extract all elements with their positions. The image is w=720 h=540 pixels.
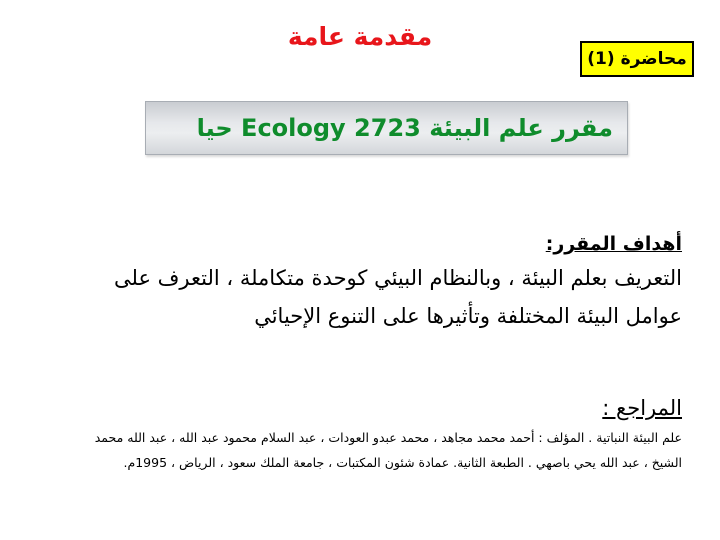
slide-title: مقدمة عامة (287, 22, 433, 51)
references-section (62, 393, 682, 475)
course-banner-text: مقرر علم البيئة Ecology 2723 حيا (196, 114, 613, 142)
lecture-badge: محاضرة (1) (580, 41, 694, 77)
objectives-heading: أهداف المقرر: (545, 233, 682, 255)
references-heading: المراجع : (602, 396, 682, 420)
references-body: علم البيئة النباتية . المؤلف : أحمد محمد مجاهد ، محمد عبدو العودات ، عبد السلام محمود عبد الله ، عبد الله محمد الشيخ ، عبد الله يحي باصهي . الطبعة الثانية. عمادة شئون المكتبات ، جامعة الملك سعود ، الرياض ، 1995م. (94, 430, 682, 470)
objectives-body: التعريف بعلم البيئة ، وبالنظام البيئي كوحدة متكاملة ، التعرف على عوامل البيئة المختلفة وتأثيرها على التنوع الإحيائي (113, 266, 682, 328)
objectives-section (82, 229, 682, 335)
course-banner (145, 101, 628, 155)
